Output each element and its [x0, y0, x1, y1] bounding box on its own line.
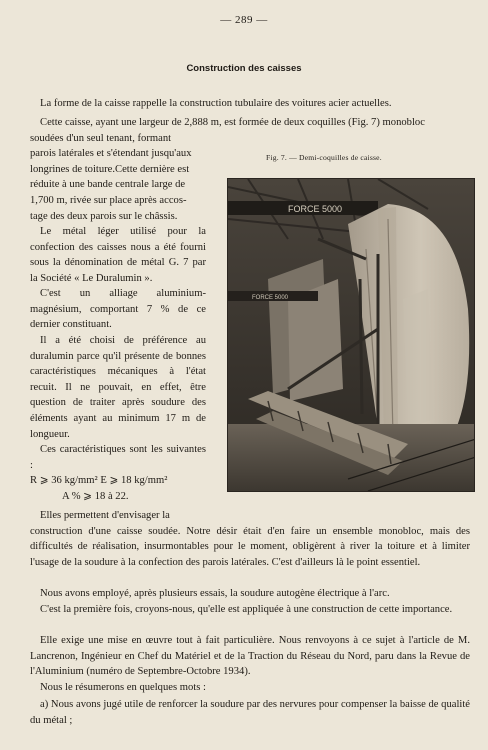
paragraph-2-line: tage des deux parois sur le châssis. — [30, 210, 178, 222]
page-number: — 289 — — [220, 14, 268, 26]
paragraph-5: Il a été choisi de préférence au duralumin parce qu'il présente de bonnes caractéristiques mécaniques à l'état recuit. Il ne pouvait, en effet, être question de traiter après soudure des éléments ayant au minimum 17 m de longueur. — [30, 335, 206, 440]
paragraph-1: La forme de la caisse rappelle la construction tubulaire des voitures acier actuelles. — [40, 98, 392, 109]
paragraph-2-line: parois latérales et s'étendant jusqu'aux — [30, 148, 192, 160]
formula-line-2: A % ⩾ 18 à 22. — [62, 491, 129, 502]
paragraph-6: Ces caractéristiques sont les suivantes : — [30, 444, 206, 471]
section-title: Construction des caisses — [186, 63, 302, 74]
paragraph-3: Le métal léger utilisé pour la confection des caisses nous a été fourni sous la dénomination de métal G. 7 par la Société « Le Duralumin ». — [30, 226, 206, 284]
paragraph-2-line: soudées d'un seul tenant, formant — [30, 132, 172, 144]
paragraph-7: construction d'une caisse soudée. Notre désir était d'en faire un ensemble monobloc, mais des difficultés de réalisation, insurmontables pour le moment, obligèrent à river la toiture et à limiter l'usage de la soudure à la confection des parois latérales. C'est d'ailleurs là le point essentiel. — [30, 525, 470, 568]
figure-caption: Fig. 7. — Demi-coquilles de caisse. — [266, 153, 382, 162]
paragraph-7-start: Elles permettent d'envisager la — [40, 510, 170, 521]
paragraph-10: Elle exige une mise en œuvre tout à fait particulière. Nous renvoyons à ce sujet à l'article de M. Lancrenon, Ingénieur en Chef du Matériel et de la Traction du Réseau du Nord, paru dans la Revue de l'Aluminium (numéro de Septembre-Octobre 1934). — [30, 635, 470, 678]
photo-sign-force: FORCE 5000 — [288, 204, 343, 214]
figure-7-photo — [227, 178, 475, 492]
paragraph-8: Nous avons employé, après plusieurs essais, la soudure autogène électrique à l'arc. — [40, 588, 390, 599]
paragraph-9: C'est la première fois, croyons-nous, qu'elle est appliquée à une construction de cette importance. — [40, 603, 453, 615]
paragraph-12: a) Nous avons jugé utile de renforcer la soudure par des nervures pour compenser la baisse de qualité du métal ; — [30, 699, 470, 726]
paragraph-2-line: longrines de toiture.Cette dernière est — [30, 163, 190, 175]
paragraph-2-first-line: Cette caisse, ayant une largeur de 2,888 m, est formée de deux coquilles (Fig. 7) monobloc — [40, 117, 425, 128]
workshop-photo — [228, 179, 475, 492]
formula-line-1: R ⩾ 36 kg/mm² E ⩾ 18 kg/mm² — [30, 475, 168, 486]
paragraph-2-line: 1,700 m, rivée sur place après accos- — [30, 194, 187, 206]
paragraph-2-column — [30, 131, 206, 225]
paragraph-2-line: réduite à une bande centrale large de — [30, 179, 186, 191]
paragraph-4: C'est un alliage aluminium-magnésium, comportant 7 % de ce dernier constituant. — [30, 288, 206, 331]
photo-sign-force-2: FORCE 5000 — [252, 295, 289, 301]
paragraph-11: Nous le résumerons en quelques mots : — [40, 682, 206, 693]
